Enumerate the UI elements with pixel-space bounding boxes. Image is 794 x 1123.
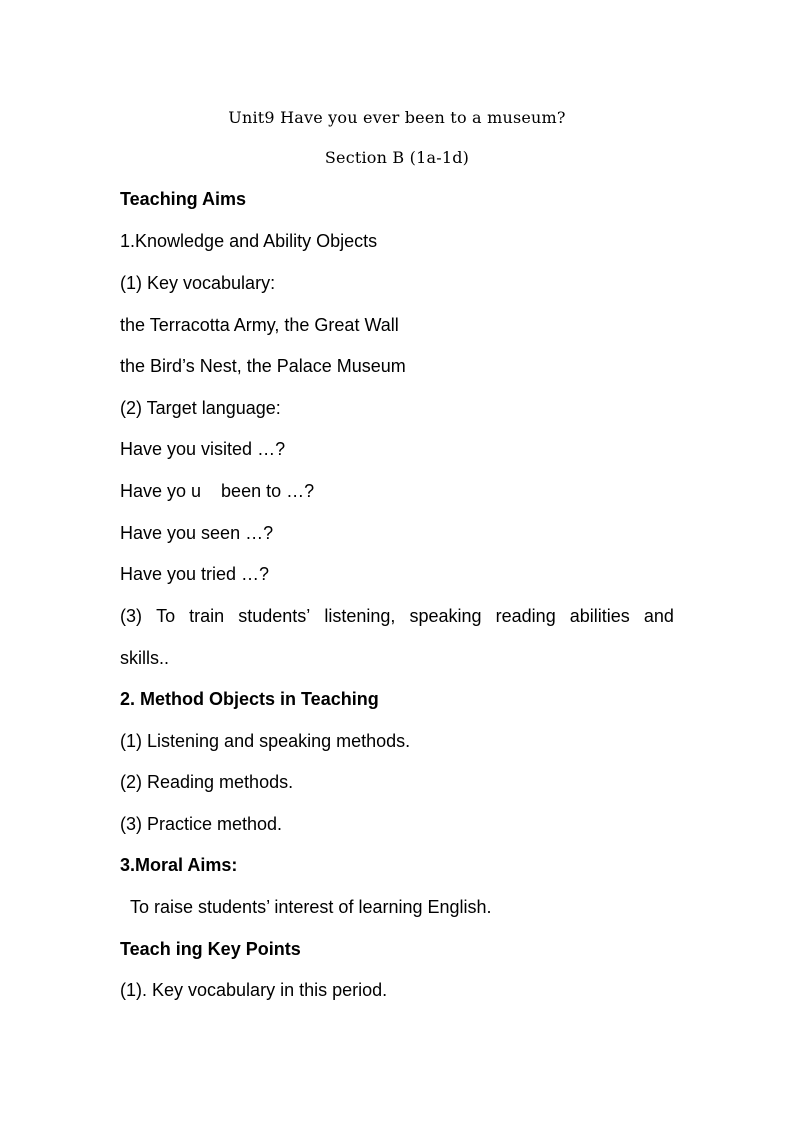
vocabulary-line-1: the Terracotta Army, the Great Wall [120,315,399,335]
train-word: abilities [569,606,630,626]
train-word: (3) [120,606,142,626]
train-abilities-continuation: skills.. [120,648,169,668]
train-abilities-line [120,606,674,627]
sentence-seen: Have you seen …? [120,523,274,543]
key-vocabulary-label: (1) Key vocabulary: [120,273,276,293]
key-point-1: (1). Key vocabulary in this period. [120,980,388,1000]
train-word: students’ [238,606,311,626]
moral-aims-text: To raise students’ interest of learning English. [130,897,492,917]
document-title: Unit9 Have you ever been to a museum? [228,108,566,127]
train-word: reading [495,606,556,626]
moral-aims-heading: 3.Moral Aims: [120,855,238,875]
target-language-label: (2) Target language: [120,398,281,418]
method-practice: (3) Practice method. [120,814,283,834]
sentence-visited: Have you visited …? [120,439,286,459]
method-heading: 2. Method Objects in Teaching [120,689,379,709]
train-word: train [189,606,225,626]
sentence-tried: Have you tried …? [120,564,270,584]
vocabulary-line-2: the Bird’s Nest, the Palace Museum [120,356,406,376]
key-points-heading: Teach ing Key Points [120,939,301,959]
method-listening: (1) Listening and speaking methods. [120,731,411,751]
sentence-been-to: Have yo u been to …? [120,481,315,501]
train-word: speaking [409,606,482,626]
document-subtitle: Section B (1a-1d) [324,148,470,167]
knowledge-heading: 1.Knowledge and Ability Objects [120,231,378,251]
train-word: and [643,606,674,626]
train-word: listening, [324,606,396,626]
teaching-aims-heading: Teaching Aims [120,189,247,209]
train-word: To [156,606,176,626]
method-reading: (2) Reading methods. [120,772,294,792]
